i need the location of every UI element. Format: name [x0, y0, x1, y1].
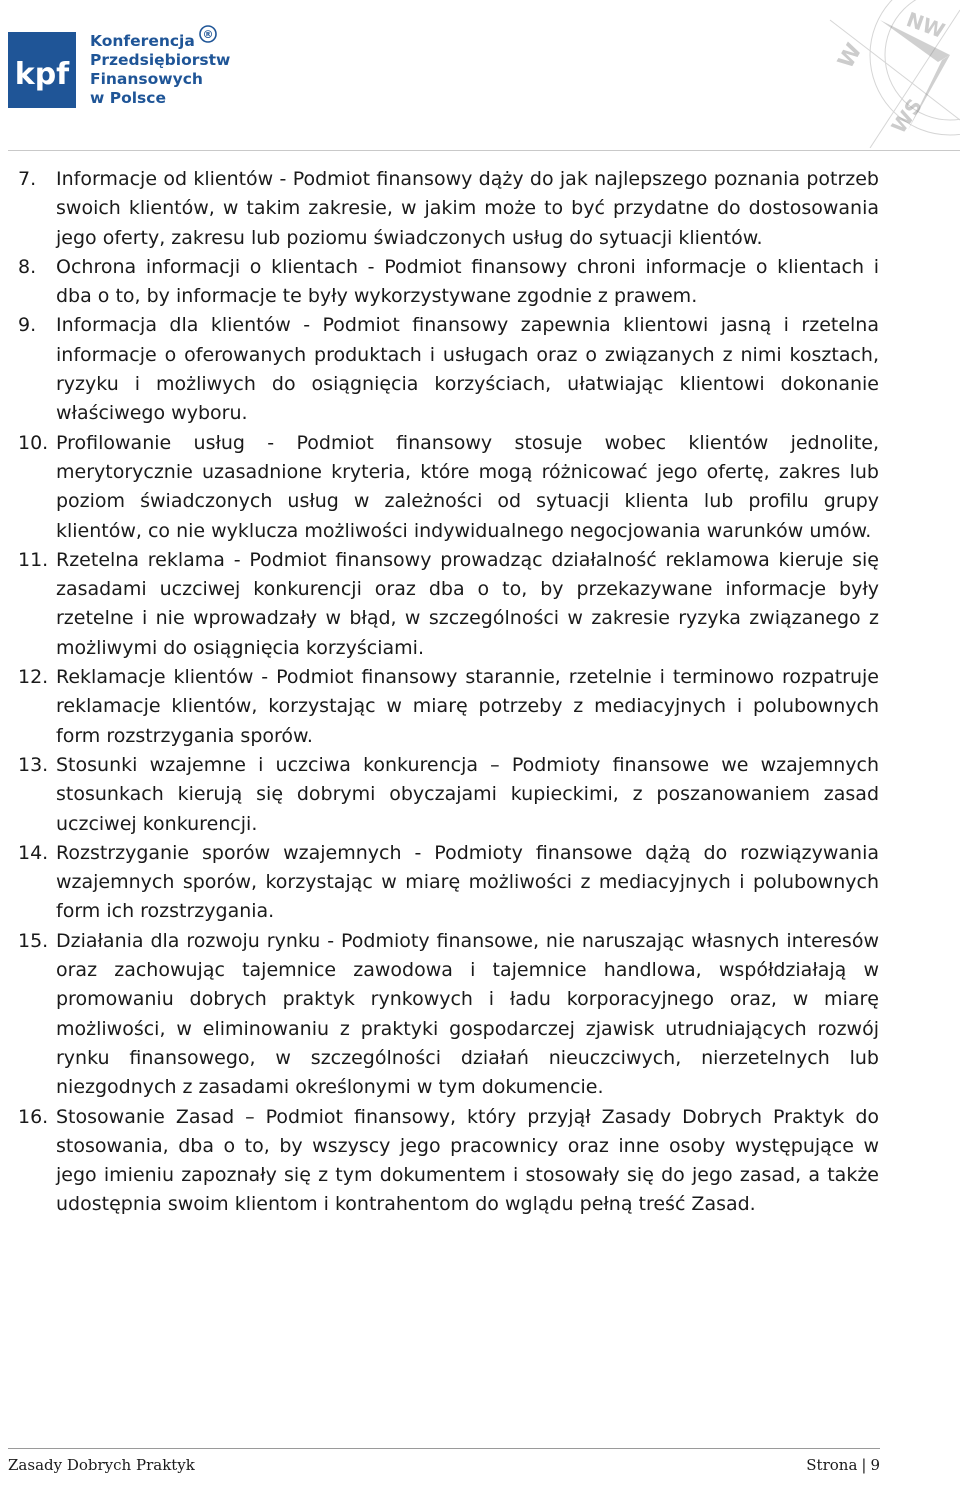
- page-footer: [8, 1448, 960, 1488]
- compass-watermark-icon: [810, 0, 960, 148]
- item-text: Informacja dla klientów - Podmiot finansowy zapewnia klientowi jasną i rzetelna informacje o oferowanych produktach i usługach oraz o związanych z nimi kosztach, ryzyku i możliwych do osiągnięcia korzyściach, ułatwiając klientowi dokonanie właściwego wyboru.: [56, 314, 879, 425]
- footer-divider: [8, 1448, 880, 1449]
- kpf-logo-mark-text: kpf: [14, 57, 70, 92]
- list-item: [0, 839, 960, 927]
- item-text: Działania dla rozwoju rynku - Podmioty finansowe, nie naruszając własnych interesów oraz zachowując tajemnice zawodowa i tajemnice handlowa, współdziałają w promowaniu dobrych praktyk rynkowych i ładu korporacyjnego oraz, w miarę możliwości, w eliminowaniu z praktyki gospodarczej zjawisk utrudniających rozwój rynku finansowego, w szczególności działań nieuczciwych, nierzetelnych lub niezgodnych z zasadami określonymi w tym dokumencie.: [56, 929, 879, 1099]
- page-label: Strona: [806, 1456, 858, 1474]
- header-divider: [8, 150, 960, 151]
- list-item: [0, 253, 960, 312]
- item-text: Ochrona informacji o klientach - Podmiot finansowy chroni informacje o klientach i dba o to, by informacje te były wykorzystywane zgodnie z prawem.: [56, 255, 879, 308]
- registered-icon: [198, 24, 218, 44]
- item-text: Rozstrzyganie sporów wzajemnych - Podmioty finansowe dążą do rozwiązywania wzajemnych sporów, korzystając w miarę możliwości z mediacyjnych i polubownych form ich rozstrzygania.: [56, 841, 879, 923]
- item-number: 8.: [18, 255, 37, 278]
- list-item: [0, 311, 960, 428]
- list-item: [0, 165, 960, 253]
- list-item: [0, 751, 960, 839]
- item-number: 11.: [18, 548, 49, 571]
- logo-line-4: w Polsce: [90, 89, 166, 107]
- compass-label-w: W: [833, 39, 868, 73]
- item-number: 13.: [18, 753, 49, 776]
- item-number: 14.: [18, 841, 49, 864]
- item-text: Rzetelna reklama - Podmiot finansowy prowadząc działalność reklamowa kieruje się zasadami uczciwej konkurencji oraz dba o to, by przekazywane informacje były rzetelne i nie wprowadzały w błąd, w szczególności w zakresie ryzyka związanego z możliwymi do osiągnięcia korzyściami.: [56, 548, 879, 659]
- item-text: Profilowanie usług - Podmiot finansowy stosuje wobec klientów jednolite, merytorycznie uzasadnione kryteria, które mogą różnicować jego ofertę, zakres lub poziom świadczonych usług w zależności od sytuacji klienta lub profilu grupy klientów, co nie wyklucza możliwości indywidualnego negocjowania warunków umów.: [56, 431, 879, 542]
- item-number: 16.: [18, 1105, 49, 1128]
- list-item: [0, 429, 960, 546]
- item-number: 10.: [18, 431, 49, 454]
- list-item: [0, 927, 960, 1103]
- list-item: [0, 546, 960, 663]
- page-indicator: [806, 1456, 880, 1474]
- compass-label-ws: WS: [886, 94, 928, 138]
- item-number: 15.: [18, 929, 49, 952]
- registered-mark: ®: [202, 28, 214, 41]
- item-text: Stosunki wzajemne i uczciwa konkurencja – Podmioty finansowe we wzajemnych stosunkach kierują się dobrymi obyczajami kupieckimi, z poszanowaniem zasad uczciwej konkurencji.: [56, 753, 879, 835]
- logo-line-2: Przedsiębiorstw: [90, 51, 231, 69]
- item-text: Reklamacje klientów - Podmiot finansowy starannie, rzetelnie i terminowo rozpatruje reklamacje klientów, korzystając w miarę potrzeby z mediacyjnych i polubownych form rozstrzygania sporów.: [56, 666, 879, 747]
- item-text: Stosowanie Zasad – Podmiot finansowy, który przyjął Zasady Dobrych Praktyk do stosowania, dba o to, by wszyscy jego pracownicy oraz inne osoby występujące w jego imieniu zapoznały się z tym dokumentem i stosowały się do jego zasad, a także udostępnia swoim klientom i kontrahentom do wglądu pełną treść Zasad.: [56, 1105, 879, 1216]
- item-number: 9.: [18, 314, 37, 337]
- item-number: 12.: [18, 666, 49, 689]
- document-title: Zasady Dobrych Praktyk: [8, 1456, 195, 1474]
- item-text: Informacje od klientów - Podmiot finansowy dąży do jak najlepszego poznania potrzeb swoich klientów, w takim zakresie, w jakim może to być przydatne do dostosowania jego oferty, zakresu lub poziomu świadczonych usług do sytuacji klientów.: [56, 168, 879, 249]
- kpf-logo-mark: [8, 32, 76, 108]
- list-item: [0, 1103, 960, 1220]
- page-separator: |: [861, 1456, 867, 1474]
- logo-line-1: Konferencja: [90, 32, 195, 50]
- page-number: 9: [870, 1456, 880, 1474]
- logo-line-3: Finansowych: [90, 70, 203, 88]
- item-number: 7.: [18, 168, 37, 190]
- page-header: [0, 0, 960, 150]
- list-item: [0, 663, 960, 751]
- principles-list: [0, 165, 960, 1220]
- compass-label-nw: NW: [903, 7, 948, 43]
- kpf-logo: [8, 30, 308, 112]
